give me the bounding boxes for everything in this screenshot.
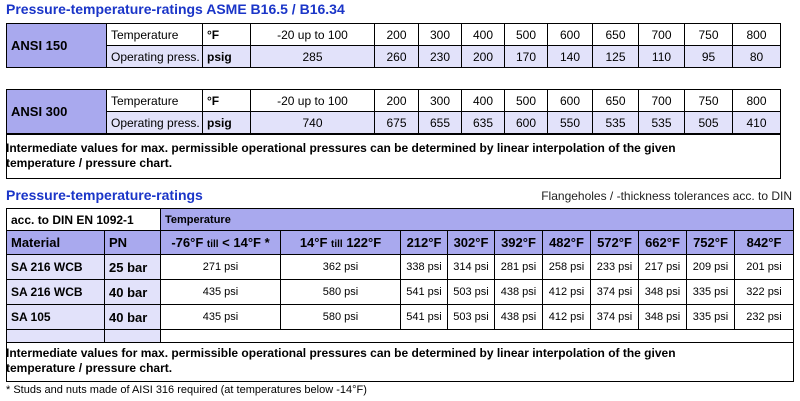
pn-cell: 40 bar (105, 280, 161, 305)
press-cell: 655 (419, 112, 462, 134)
temp-cell: 600 (548, 90, 593, 112)
press-cell: 505 (685, 112, 733, 134)
footnote: * Studs and nuts made of AISI 316 required (at temperatures below -14°F) (6, 384, 367, 396)
press-cell: 125 (593, 46, 639, 68)
value-cell: 209 psi (687, 255, 735, 280)
temp-cell: 700 (639, 90, 685, 112)
value-cell: 201 psi (735, 255, 794, 280)
page-title: Pressure-temperature-ratings ASME B16.5 / B16.34 (6, 1, 345, 17)
press-cell: 230 (419, 46, 462, 68)
temp-cell: 750 (685, 90, 733, 112)
press-cell: 95 (685, 46, 733, 68)
temp-cell: 400 (462, 90, 505, 112)
interpolation-note-line2: temperature / pressure chart. (6, 156, 173, 170)
temp-cell: 500 (505, 24, 548, 46)
press-cell: 140 (548, 46, 593, 68)
press-cell: 410 (733, 112, 781, 134)
interpolation-note2-line2: temperature / pressure chart. (6, 361, 173, 375)
press-cell: 80 (733, 46, 781, 68)
interpolation-note-line1: Intermediate values for max. permissible operational pressures can be determined by linear interpolation of the given (6, 141, 676, 155)
temp-label: Temperature (107, 90, 203, 112)
press-unit: psig (203, 46, 251, 68)
temp-cell: 300 (419, 24, 462, 46)
value-cell: 362 psi (281, 255, 401, 280)
temp-range-ambient: 14°F till 122°F (281, 231, 401, 255)
press-cell: 200 (462, 46, 505, 68)
press-cell: 740 (251, 112, 375, 134)
table-row (7, 280, 794, 305)
value-cell: 232 psi (735, 305, 794, 330)
value-cell: 435 psi (161, 305, 281, 330)
value-cell: 412 psi (543, 280, 591, 305)
value-cell: 348 psi (639, 280, 687, 305)
press-cell: 600 (505, 112, 548, 134)
value-cell: 541 psi (401, 305, 448, 330)
temp-cell: 600 (548, 24, 593, 46)
temp-header: 302°F (448, 231, 495, 255)
value-cell: 503 psi (448, 305, 495, 330)
material-heading: Material (7, 231, 105, 255)
value-cell: 314 psi (448, 255, 495, 280)
value-cell: 335 psi (687, 280, 735, 305)
press-label: Operating press. (107, 46, 203, 68)
din-table (6, 208, 794, 343)
pn-cell: 25 bar (105, 255, 161, 280)
press-cell: 535 (593, 112, 639, 134)
ansi300-class-label: ANSI 300 (7, 90, 107, 134)
din-standard-label: acc. to DIN EN 1092-1 (7, 209, 161, 231)
value-cell: 233 psi (591, 255, 639, 280)
ansi300-table (6, 89, 781, 134)
temp-cell: -20 up to 100 (251, 90, 375, 112)
value-cell: 541 psi (401, 280, 448, 305)
temp-cell: 200 (375, 90, 419, 112)
material-cell: SA 216 WCB (7, 255, 105, 280)
pn-heading: PN (105, 231, 161, 255)
value-cell: 438 psi (495, 280, 543, 305)
temp-range-cold: -76°F till < 14°F * (161, 231, 281, 255)
value-cell: 338 psi (401, 255, 448, 280)
interpolation-note2-line1: Intermediate values for max. permissible operational pressures can be determined by linear interpolation of the given (6, 346, 676, 360)
value-cell: 435 psi (161, 280, 281, 305)
press-cell: 260 (375, 46, 419, 68)
spacer-row (7, 330, 794, 343)
press-cell: 285 (251, 46, 375, 68)
spacer-cell (161, 330, 794, 343)
temp-label: Temperature (107, 24, 203, 46)
temp-header: 842°F (735, 231, 794, 255)
ansi150-class-label: ANSI 150 (7, 24, 107, 68)
press-unit: psig (203, 112, 251, 134)
temperature-heading: Temperature (161, 209, 794, 231)
temp-cell: 500 (505, 90, 548, 112)
temp-header: 572°F (591, 231, 639, 255)
temp-header: 482°F (543, 231, 591, 255)
press-cell: 170 (505, 46, 548, 68)
temp-cell: 650 (593, 24, 639, 46)
temp-unit: °F (203, 24, 251, 46)
temp-header: 212°F (401, 231, 448, 255)
temp-cell: 300 (419, 90, 462, 112)
value-cell: 335 psi (687, 305, 735, 330)
temp-cell: 400 (462, 24, 505, 46)
value-cell: 271 psi (161, 255, 281, 280)
temp-cell: 200 (375, 24, 419, 46)
value-cell: 412 psi (543, 305, 591, 330)
temp-cell: -20 up to 100 (251, 24, 375, 46)
temp-header: 752°F (687, 231, 735, 255)
press-cell: 110 (639, 46, 685, 68)
value-cell: 374 psi (591, 305, 639, 330)
value-cell: 217 psi (639, 255, 687, 280)
value-cell: 580 psi (281, 280, 401, 305)
pn-cell: 40 bar (105, 305, 161, 330)
press-cell: 550 (548, 112, 593, 134)
section-title-din: Pressure-temperature-ratings (6, 187, 203, 203)
press-label: Operating press. (107, 112, 203, 134)
spacer-cell (7, 330, 105, 343)
press-cell: 535 (639, 112, 685, 134)
spacer-cell (105, 330, 161, 343)
table-row (7, 255, 794, 280)
temp-cell: 750 (685, 24, 733, 46)
temp-header: 662°F (639, 231, 687, 255)
value-cell: 258 psi (543, 255, 591, 280)
material-cell: SA 105 (7, 305, 105, 330)
value-cell: 580 psi (281, 305, 401, 330)
material-cell: SA 216 WCB (7, 280, 105, 305)
temp-cell: 700 (639, 24, 685, 46)
value-cell: 438 psi (495, 305, 543, 330)
temp-cell: 800 (733, 24, 781, 46)
value-cell: 281 psi (495, 255, 543, 280)
table-row (7, 305, 794, 330)
ansi150-table (6, 23, 781, 68)
value-cell: 503 psi (448, 280, 495, 305)
temp-unit: °F (203, 90, 251, 112)
press-cell: 635 (462, 112, 505, 134)
temp-cell: 650 (593, 90, 639, 112)
value-cell: 374 psi (591, 280, 639, 305)
value-cell: 322 psi (735, 280, 794, 305)
temp-cell: 800 (733, 90, 781, 112)
value-cell: 348 psi (639, 305, 687, 330)
tolerance-note: Flangeholes / -thickness tolerances acc. to DIN (541, 189, 792, 203)
temp-header: 392°F (495, 231, 543, 255)
press-cell: 675 (375, 112, 419, 134)
